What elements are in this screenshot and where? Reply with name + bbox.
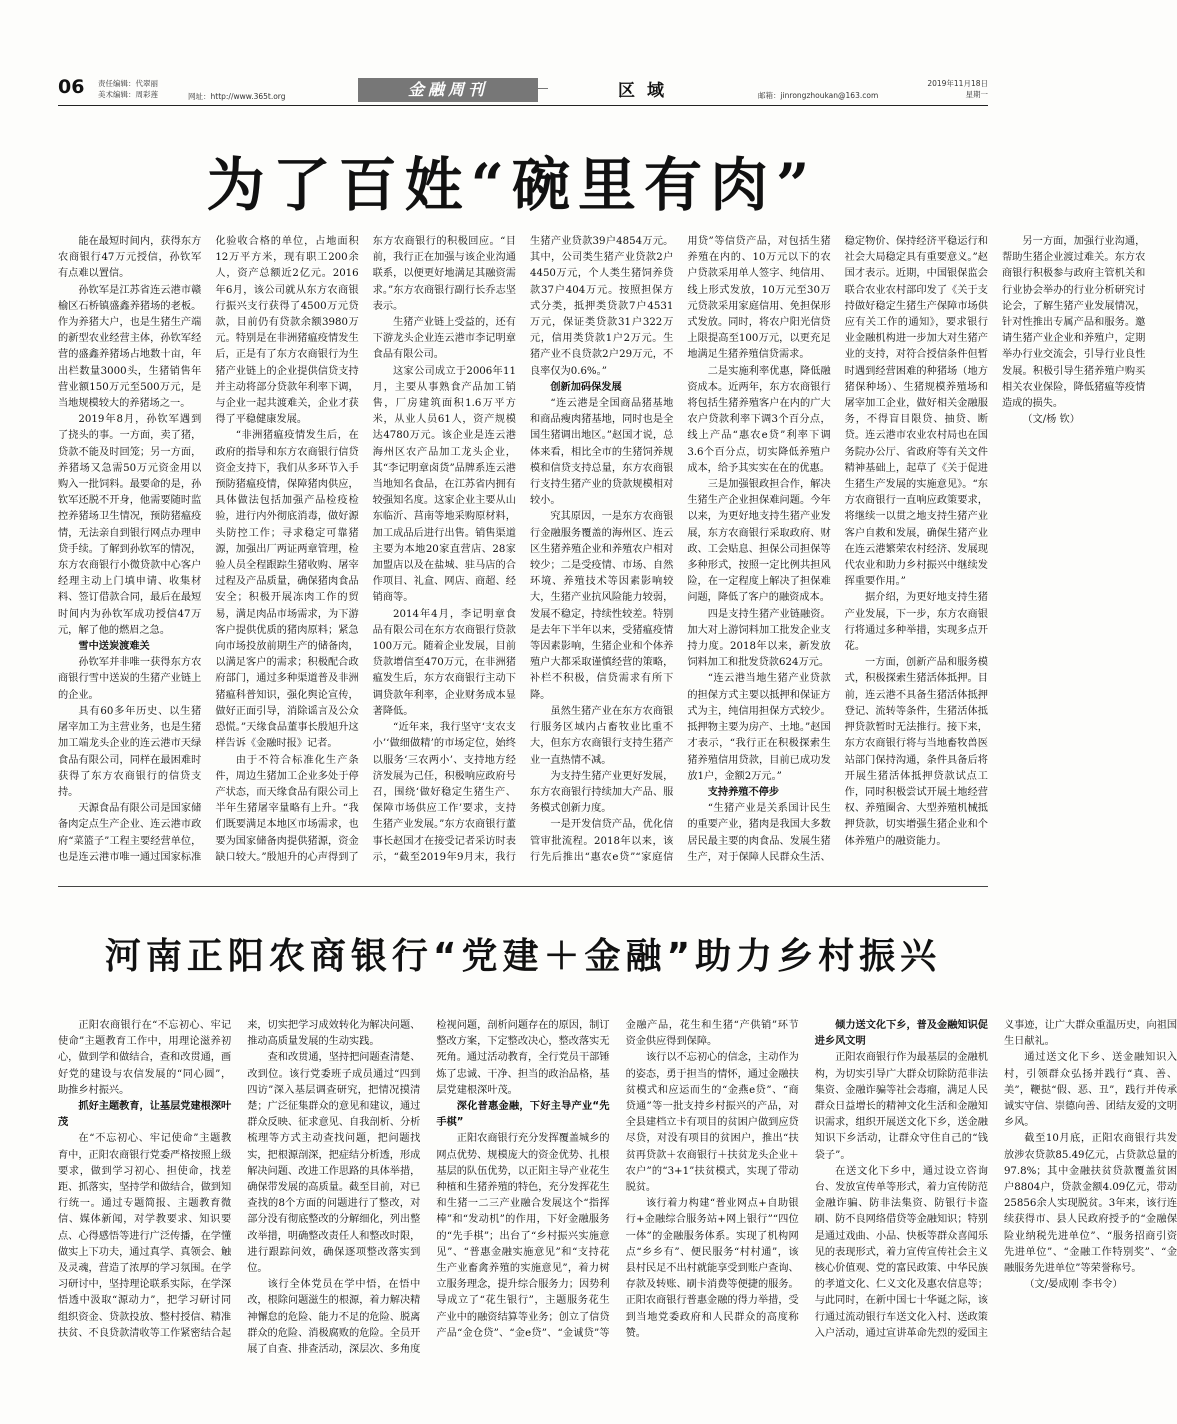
paragraph: 正阳农商银行充分发挥覆盖城乡的网点优势、规模庞大的资金优势、扎根基层的队伍优势，以正阳主导产业花生种植和生猪养殖的特色，充分发挥花生和生猪一二三产业融合发展这个“指挥棒”和“发动机”的作用，下好金融服务的“先手棋”；出台了“乡村振兴实施意见”、“普惠金融实施意见”和“支持花生产业畜禽养殖的实施意见”，着力树立服务理念，提升综合服务力；因势利导成立了“花生银行”，主题服务花生产业中的融资结算等业务；创立了信贷产品“金仓贷”、“金e贷”、“金诚贷”等金融产品，花生和生猪“产供销”环节资金供应得到保障。 <box>436 1020 799 1339</box>
paragraph: 2014年4月，李记明章食品有限公司在东方农商银行贷款100万元。随着企业发展，目前贷款增信至470万元，在非洲猪瘟发生后，东方农商银行主动下调贷款年利率，企业财务成本显著降低。 <box>372 608 516 717</box>
paragraph: 正阳农商银行作为最基层的金融机构，为切实引导广大群众切除防范非法集资、金融诈骗等社会毒瘤，满足人民群众日益增长的精神文化生活和金融知识需求，组织开展送文化下乡，送金融知识下乡活动，让群众守住自己的“钱袋子”。 <box>814 1052 988 1161</box>
paragraph: 这家公司成立于2006年11月，主要从事熟食产品加工销售，厂房建筑面积1.6万平方米，从业人员61人，资产规模达4780万元。该企业是连云港海州区农产品加工龙头企业，其“李记明章卤货”品牌系连云港当地知名食品，在江苏省内拥有较强知名度。这家企业主要从山东临沂、莒南等地采购原材料，加工成品后进行出售。销售渠道主要为本地20家直营店、28家加盟店以及在盐城、驻马店的合作项目、礼盒、网店、商超、经销商等。 <box>372 365 516 604</box>
paragraph: 具有60多年历史、以生猪屠宰加工为主营业务，也是生猪加工端龙头企业的连云港市天绿食品有限公司，同样在最困难时获得了东方农商银行的信贷支持。 <box>58 705 202 798</box>
paragraph: 该行以不忘初心的信念，主动作为的姿态，勇于担当的情怀，通过金融扶贫模式和应运而生的“金燕e贷”、“商贷通”等一批支持乡村振兴的产品，对全县建档立卡有项目的贫困户做到应贷尽贷，对没有项目的贫困户，推出“扶贫再贷款＋农商银行＋扶贫龙头企业＋农户”的“3+1”扶贫模式，实现了带动脱贫。 <box>625 1052 799 1194</box>
paragraph: 查和改贯通，坚持把问题查清楚、改到位。该行党委班子成员通过“四到四访”深入基层调查研究，把情况摸清楚；广泛征集群众的意见和建议，通过群众反映、征求意见、自我剖析、分析梳理等方式主动查找问题，把问题找实，把根源剖深，把症结分析透，形成解决问题、改进工作思路的具体举措，确保带发展的高质量。截至目前，对已查找的8个方面的问题进行了整改，对部分没有彻底整改的分解细化，列出整改举措，明确整改责任人和整改时限，进行跟踪问效，确保逐项整改落实到位。 <box>247 1052 421 1275</box>
paragraph: 通过送文化下乡、送金融知识入村，引领群众弘扬并践行“真、善、美”，鞭挞“假、恶、丑”，践行并传承诚实守信、崇德向善、团结友爱的文明乡风。 <box>1003 1052 1177 1129</box>
section-title: 区域 <box>618 81 676 101</box>
subheading: 抓好主题教育，让基层党建根深叶茂 <box>58 1101 232 1129</box>
paragraph: 由于不符合标准化生产条件，周边生猪加工企业多处于停产状态，而天缘食品有限公司上半年生猪屠宰量略有上升。“我们既要满足本地区市场需求，也要为国家储备肉提供猪源，资金缺口较大。”殷旭升的心声得到了东方农商银行的积极回应。“目前，我行正在加强与该企业沟通联系，以便更好地满足其融资需求。”东方农商银行副行长乔志坚表示。 <box>215 236 516 863</box>
paragraph: 一是开发信贷产品，优化信管审批流程。2018年以来，该行先后推出“惠农e贷”“家庭信用贷”等信贷产品，对包括生猪养殖在内的、10万元以下的农户贷款采用单人签字、纯信用、线上形式发放，10万元至30万元贷款采用家庭信用、免担保形式发放。同时，将农户阳光信贷上限提高至100万元，以更充足地满足生猪养殖信贷需求。 <box>529 236 831 863</box>
article1-columns <box>58 234 1146 874</box>
paragraph: 二是实施利率优惠，降低融资成本。近两年，东方农商银行将包括生猪养殖客户在内的广大农户贷款利率下调3个百分点，线上产品“惠农e贷”利率下调3.6个百分点，切实降低养殖户成本，给予其实实在在的优惠。 <box>687 365 831 474</box>
paragraph: 该行着力构建“普业网点+自助银行+金融综合服务站+网上银行”“四位一体”的金融服务体系。实现了机构网点“乡乡有”、便民服务“村村通”，该县村民足不出村就能享受到账户查询、存款及转账、刷卡消费等便捷的服务。正阳农商银行普惠金融的得力举措，受到当地党委政府和人民群众的高度称赞。 <box>625 1198 799 1339</box>
paragraph: 能在最短时间内，获得东方农商银行47万元授信，孙钦军有点难以置信。 <box>58 236 202 280</box>
page-header <box>58 76 988 106</box>
paragraph: 该行全体党员在学中悟，在悟中改，根除问题滋生的根源，着力解决精神懈怠的危险、能力不足的危险、脱离群众的危险、消极腐败的危险。全员开展了自查、排查活动，深层次、多角度检视问题，剖析问题存在的原因，制订整改方案，下定整改决心，整改落实无死角。通过活动教育，全行党员干部锤炼了忠诚、干净、担当的政治品格，基层党建根深叶茂。 <box>247 1020 610 1356</box>
paragraph: 在送文化下乡中，通过设立咨询台、发放宣传单等形式，着力宣传防范金融诈骗、防非法集资、防银行卡盗刷、防不良网络借贷等金融知识；特别是通过戏曲、小品、快板等群众喜闻乐见的表现形式，着力宣传宣传社会主义核心价值观、党的富民政策、中华民族的孝道文化、仁义文化及惠农信息等；与此同时，在新中国七十华诞之际，该行通过流动银行车送文化入村、送政策入户活动，通过宣讲革命先烈的爱国主义事迹，让广大群众重温历史，向祖国生日献礼。 <box>814 1020 1177 1339</box>
paragraph: 为支持生猪产业更好发展，东方农商银行持续加大产品、服务模式创新力度。 <box>529 770 674 815</box>
editor-credits <box>98 78 158 100</box>
subheading: 支持养殖不停步 <box>707 786 780 798</box>
article2-headline: 河南正阳农商银行“党建＋金融”助力乡村振兴 <box>104 936 942 977</box>
paragraph: 究其原因，一是东方农商银行金融服务覆盖的海州区、连云区生猪养殖企业和养殖农户相对较少；二是受疫情、市场、自然环境、养殖技术等因素影响较大，生猪产业抗风险能力较弱，发展不稳定，持续性较差。特别是去年下半年以来，受猪瘟疫情等因素影响，生猪企业和个体养殖户大都采取谨慎经营的策略，补栏不积极，信贷需求有所下降。 <box>529 511 674 701</box>
article2-columns <box>58 1018 1177 1364</box>
subheading: 创新加码保发展 <box>550 381 622 393</box>
paragraph: “连云港是全国商品猪基地和商品瘦肉猪基地，同时也是全国生猪调出地区。”赵国才说，总体来看，相比全市的生猪饲养规模和信贷支持总量，东方农商银行支持生猪产业的贷款规模相对较小。 <box>529 398 674 507</box>
subheading: 雪中送炭渡难关 <box>78 641 150 653</box>
article1-headline: 为了百姓“碗里有肉” <box>206 151 818 219</box>
paragraph: 孙钦军并非唯一获得东方农商银行雪中送炭的生猪产业链上的企业。 <box>58 657 202 701</box>
paragraph: 另一方面，加强行业沟通，帮助生猪企业渡过难关。东方农商银行积极参与政府主管机关和行业协会举办的行业分析研究讨论会，了解生猪产业发展情况，针对性推出专属产品和服务。邀请生猪产业企业和养殖户，定期举办行业交流会，引导行业良性发展。积极引导生猪养殖户购买相关农业保险，降低猪瘟等疫情造成的损失。 <box>1001 236 1146 410</box>
paragraph: 在“不忘初心、牢记使命”主题教育中，正阳农商银行党委严格按照上级要求，做到学习初心、担使命，找差距、抓落实，坚持学和做结合，做到知行统一。通过专题简报、主题教育微信、媒体新闻，对学教要求、知识要点、心得感悟等进行广泛传播，在学懂做实上下功夫，通过真学、真领会、触及灵魂，营造了浓厚的学习氛围。在学习研讨中，坚持理论联系实际，在学深悟透中汲取“源动力”，把学习研讨同组织资金、贷款投放、整村授信、精准扶贫、不良贷款清收等工作紧密结合起来，切实把学习成效转化为解决问题、推动高质量发展的生动实践。 <box>58 1020 421 1339</box>
paragraph: 截至10月底，正阳农商银行共发放涉农贷款85.49亿元，占贷款总量的97.8%；其中金融扶贫贷款覆盖贫困户8804户，贷款金额4.09亿元，带动25856余人实现脱贫。3年来，该行连续获得市、县人民政府授予的“金融保险业纳税先进单位”、“服务招商引资先进单位”、“金融工作特别奖”、“金融服务先进单位”等荣誉称号。 <box>1003 1133 1177 1275</box>
paragraph: 一方面，创新产品和服务模式，积极探索生猪活体抵押。目前，连云港不具备生猪活体抵押登记、流转等条件，生猪活体抵押贷款暂时无法推行。接下来，东方农商银行将与当地畜牧兽医站部门保持沟通，条件具备后将开展生猪活体抵押贷款试点工作，同时积极尝试开展土地经营权、养殖圈舍、大型养殖机械抵押贷款，切实增强生猪企业和个体养殖户的融资能力。 <box>844 657 988 847</box>
paragraph: 据介绍，为更好地支持生猪产业发展，下一步，东方农商银行将通过多种举措，实现多点开花。 <box>844 592 988 653</box>
date-text: 2019年11月18日 <box>927 79 988 88</box>
paragraph: “近年来，我行坚守‘支农支小’‘做细做精’的市场定位，始终以服务‘三农两小’、支持地方经济发展为己任，积极响应政府号召，围绕‘做好稳定生猪生产、保障市场供应工作’要求，支持生猪产业发展。”东方农商银行董事长赵国才在接受记者采访时表示，“截至2019年9月末，我行生猪产业贷款39户4854万元。其中，公司类生猪产业贷款2户4450万元，个人类生猪饲养贷款37户404万元。按照担保方式分类，抵押类贷款7户4531万元，保证类贷款31户322万元，信用类贷款1户2万元。生猪产业不良贷款2户29万元，不良率仅为0.6%。” <box>372 236 674 863</box>
paragraph: 2019年8月，孙钦军遇到了挠头的事。一方面，卖了猪，贷款不能及时回笼；另一方面，养猪场又急需50万元资金用以购入一批饲料。最要命的是，孙钦军还脱不开身，他需要随时监控养猪场卫生情况，预防猪瘟疫情，无法亲自到银行网点办理申贷手续。了解到孙钦军的情况，东方农商银行小微贷款中心客户经理主动上门填申请、收集材料、签订借款合同，最后在最短时间内为孙钦军成功授信47万元，解了他的燃眉之急。 <box>58 414 202 636</box>
paragraph: 虽然生猪产业在东方农商银行服务区域内占畜牧业比重不大，但东方农商银行支持生猪产业一直热情不减。 <box>529 705 674 766</box>
subheading: 倾力送文化下乡，普及金融知识促进乡风文明 <box>814 1020 988 1048</box>
paragraph: 天源食品有限公司是国家储备肉定点生产企业、连云港市政府“菜篮子”工程主要经营单位，也是连云港市唯一通过国家标准化验收合格的单位，占地面积12万平方米，现有职工200余人，资产总额近2亿元。2016年6月，该公司就从东方农商银行振兴支行获得了4500万元贷款，目前仍有贷款余额3980万元。特别是在非洲猪瘟疫情发生后，正是有了东方农商银行为生猪产业链上的企业提供信贷支持并主动将部分贷款年利率下调，与企业一起共渡难关，企业才获得了平稳健康发展。 <box>58 236 359 863</box>
paragraph: “连云港当地生猪产业贷款的担保方式主要以抵押和保证方式为主，纯信用担保方式较少。抵押物主要为房产、土地。”赵国才表示，“我行正在积极探索生猪养殖信用贷款，目前已成功发放1户，金额2万元。” <box>687 673 831 782</box>
column-banner: 金融周刊 <box>358 78 538 102</box>
paragraph: 孙钦军是江苏省连云港市赣榆区石桥镇盛鑫养猪场的老板。作为养猪大户，也是生猪生产端的新型农业经营主体，孙钦军经营的盛鑫养猪场占地数十亩，年出栏数量3000头，生猪销售年营业额150万元至500万元，是当地规模较大的养猪场之一。 <box>58 284 202 410</box>
paragraph: 四是支持生猪产业链融资。加大对上游饲料加工批发企业支持力度。2018年以来，新发放饲料加工和批发贷款624万元。 <box>687 608 831 669</box>
contact-email: 邮箱：jinrongzhoukan@163.com <box>758 91 879 100</box>
paragraph: 三是加强银政担合作，解决生猪生产企业担保难问题。今年以来，为更好地支持生猪产业发展，东方农商银行采取政府、财政、工会贴息、担保公司担保等多种形式，按照一定比例共担风险，在一定程度上解决了担保难问题，降低了客户的融资成本。 <box>687 479 831 604</box>
article1-body <box>58 234 1146 874</box>
paragraph: 正阳农商银行在“不忘初心、牢记使命”主题教育工作中，用理论滋养初心，做到学和做结合，查和改贯通，画好党的建设与农信发展的“同心圆”，助推乡村振兴。 <box>58 1020 232 1096</box>
paragraph: 生猪产业链上受益的，还有下游龙头企业连云港市李记明章食品有限公司。 <box>372 317 516 361</box>
website-url: 网址：http://www.365t.org <box>188 92 286 101</box>
byline: （文/杨 钦） <box>1022 414 1080 426</box>
weekday-text: 星期一 <box>965 90 988 99</box>
article2-body <box>58 1018 1177 1364</box>
paragraph: “生猪产业是关系国计民生的重要产业，猪肉是我国大多数居民最主要的肉食品、发展生猪生产，对于保障人民群众生活、稳定物价、保持经济平稳运行和社会大局稳定具有重要意义。”赵国才表示。近期，中国银保监会联合农业农村部印发了《关于支持做好稳定生猪生产保障市场供应有关工作的通知》，要求银行业金融机构进一步加大对生猪产业的支持，对符合授信条件但暂时遇到经营困难的种猪场（地方猪保种场）、生猪规模养殖场和屠宰加工企业，做好相关金融服务，不得盲目限贷、抽贷、断贷。连云港市农业农村局也在国务院办公厅、省政府等有关文件精神基础上，起草了《关于促进生猪生产发展的实施意见》。“东方农商银行一直响应政策要求，将继续一以贯之地支持生猪产业客户自救和发展，确保生猪产业在连云港繁荣农村经济、发展现代农业和助力乡村振兴中继续发挥重要作用。” <box>687 236 988 863</box>
paragraph: “非洲猪瘟疫情发生后，在政府的指导和东方农商银行信贷资金支持下，我们从多环节入手预防猪瘟疫情，保障猪肉供应，具体做法包括加强产品检疫检验，进行内外彻底消毒，做好源头防控工作；寻求稳定可靠猪源，加强出厂两证两章管理，检验人员全程跟踪生猪收购、屠宰过程及产品质量，确保猪肉食品安全；积极开展冻肉工作的贸易，满足肉品市场需求，为下游客户提供优质的猪肉原料；紧急向市场投放前期生产的储备肉，以满足客户的需求；积极配合政府部门，通过多种渠道普及非洲猪瘟科普知识，强化舆论宣传，做好正面引导，消除谣言及公众恐慌。”天缘食品董事长殷旭升这样告诉《金融时报》记者。 <box>215 430 359 750</box>
byline: （文/晏成刚 李书令） <box>1024 1279 1123 1291</box>
page-number: 06 <box>58 76 85 98</box>
editor-line: 责任编辑：代翠丽 <box>98 79 158 88</box>
banner-divider <box>538 88 548 89</box>
subheading: 深化普惠金融，下好主导产业“先手棋” <box>436 1101 610 1129</box>
art-editor-line: 美术编辑：周彩莲 <box>98 90 158 99</box>
issue-date <box>927 78 988 100</box>
article-divider <box>58 886 988 887</box>
